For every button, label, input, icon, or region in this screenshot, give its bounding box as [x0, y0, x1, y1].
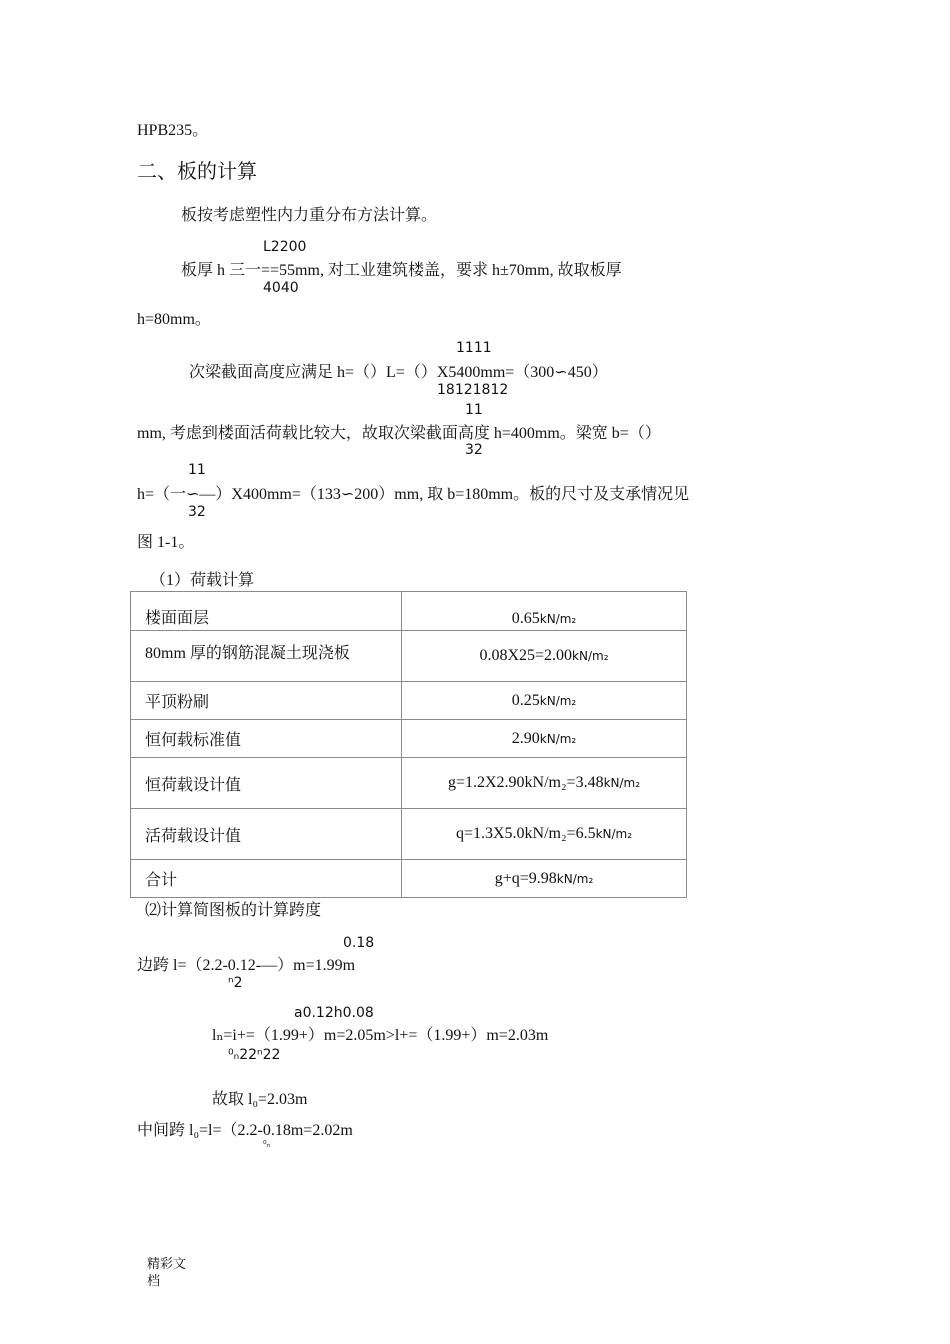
mid-subscript: ⁰ₙ: [263, 1140, 271, 1150]
section-heading: 二、板的计算: [137, 161, 257, 183]
row-value: q=1.3X5.0kN/m₂=6.5kN/m₂: [402, 809, 687, 860]
footer-line-1: 精彩文: [147, 1256, 187, 1271]
thick-numerator: L2200: [263, 239, 307, 255]
thick-line: 板厚 h 三一==55mm, 对工业建筑楼盖，要求 h±70mm, 故取板厚: [181, 262, 622, 279]
row-label: 楼面面层: [131, 592, 402, 631]
ln-line: lₙ=i+=（1.99+）m=2.05m>l+=（1.99+）m=2.03m: [212, 1027, 549, 1044]
table-row: [131, 592, 687, 631]
row-label: 恒何载标准值: [131, 720, 402, 758]
edge-span-line: 边跨 l=（2.2-0.12-—）m=1.99m: [137, 957, 356, 974]
hpb-line: HPB235。: [137, 122, 209, 139]
table-row: [131, 631, 687, 682]
table-row: [131, 682, 687, 720]
table-row: [131, 720, 687, 758]
load-title: （1）荷载计算: [150, 572, 255, 589]
mid-span-line: 中间跨 l₀=l=（2.2-0.18m=2.02m: [137, 1122, 353, 1139]
table-row: [131, 860, 687, 898]
row-value: 0.25kN/m₂: [402, 682, 687, 720]
figure-ref: 图 1-1。: [137, 534, 195, 551]
span-title: ⑵计算简图板的计算跨度: [145, 902, 322, 919]
thick-denominator: 4040: [263, 280, 299, 296]
row-value: 0.08X25=2.00kN/m₂: [402, 631, 687, 682]
mm-line: mm, 考虑到楼面活荷载比较大，故取次梁截面高度 h=400mm。梁宽 b=（）: [137, 425, 661, 442]
footer-line-2: 档: [147, 1273, 161, 1288]
edge-subscript: ⁿ2: [228, 975, 243, 991]
row-label: 恒荷载设计值: [131, 758, 402, 809]
row-value: 2.90kN/m₂: [402, 720, 687, 758]
row-value: 0.65kN/m₂: [402, 592, 687, 631]
edge-numerator: 0.18: [343, 935, 375, 951]
take-line: 故取 l₀=2.03m: [212, 1091, 308, 1108]
row-value: g=1.2X2.90kN/m₂=3.48kN/m₂: [402, 758, 687, 809]
load-table: [130, 591, 687, 898]
hb-numerator: 11: [188, 462, 206, 478]
row-label: 80mm 厚的钢筋混凝土现浇板: [131, 631, 402, 682]
method-line: 板按考虑塑性内力重分布方法计算。: [181, 207, 438, 224]
hb-line: h=（一∽—）X400mm=（133∽200）mm, 取 b=180mm。板的尺寸及支承情况见: [137, 486, 690, 503]
row-label: 活荷载设计值: [131, 809, 402, 860]
ln-subscript: ⁰ₙ22ⁿ22: [228, 1047, 281, 1063]
row-label: 平顶粉刷: [131, 682, 402, 720]
hb-denominator: 32: [188, 504, 206, 520]
beam-numerator: 1111: [456, 340, 492, 356]
table-row: [131, 809, 687, 860]
ln-numerator: a0.12h0.08: [294, 1005, 374, 1021]
beam-line: 次梁截面高度应满足 h=（）L=（）X5400mm=（300∽450）: [189, 364, 608, 381]
row-value: g+q=9.98kN/m₂: [402, 860, 687, 898]
beam-denominator: 18121812: [437, 382, 509, 398]
h80-line: h=80mm。: [137, 311, 211, 328]
mm-denominator: 32: [465, 442, 483, 458]
mm-numerator: 11: [465, 402, 483, 418]
table-row: [131, 758, 687, 809]
row-label: 合计: [131, 860, 402, 898]
